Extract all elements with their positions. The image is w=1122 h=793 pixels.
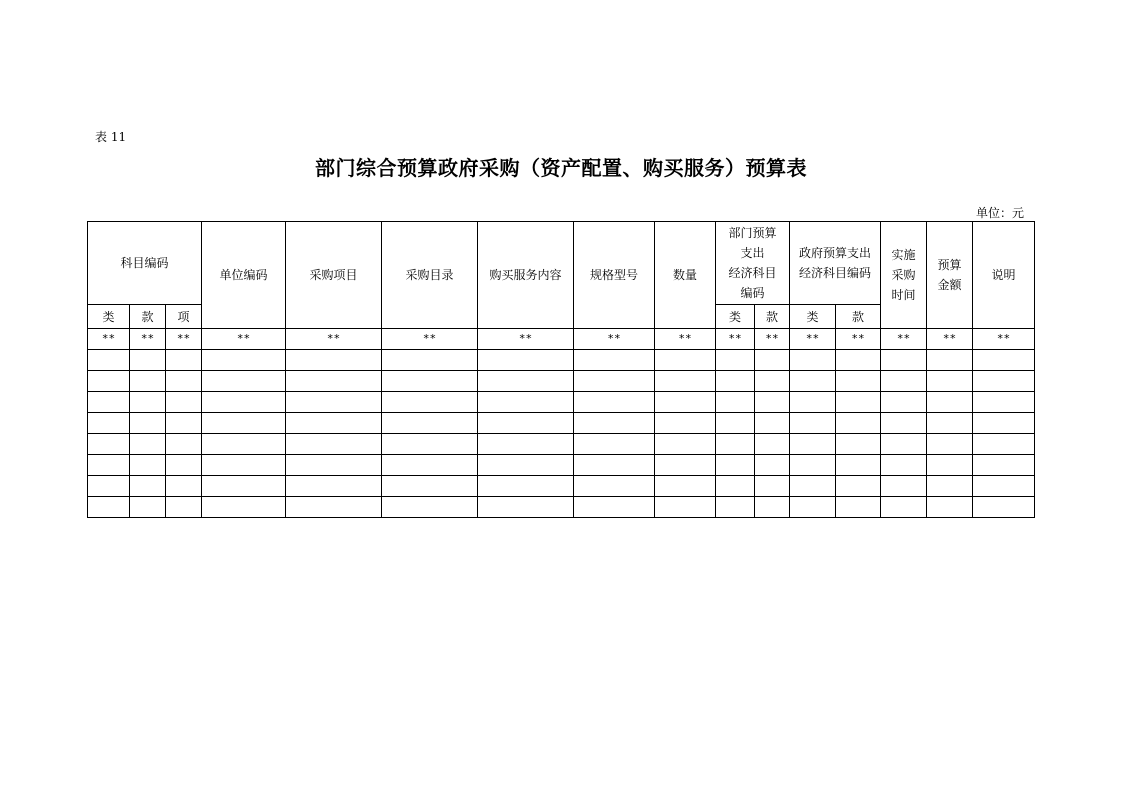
table-cell (202, 434, 286, 455)
budget-table (87, 221, 1035, 518)
table-cell (202, 476, 286, 497)
table-cell (836, 434, 881, 455)
table-cell (655, 434, 716, 455)
table-cell: ** (574, 329, 655, 350)
table-cell (655, 392, 716, 413)
subheader-xiang: 项 (166, 305, 202, 329)
header-unit-code: 单位编码 (202, 222, 286, 329)
table-cell (88, 434, 130, 455)
table-cell (836, 371, 881, 392)
table-cell: ** (166, 329, 202, 350)
table-cell (478, 371, 574, 392)
table-cell (836, 455, 881, 476)
table-cell (382, 413, 478, 434)
table-cell (927, 497, 973, 518)
table-cell (716, 392, 755, 413)
table-cell (130, 413, 166, 434)
table-cell (166, 413, 202, 434)
table-cell (286, 497, 382, 518)
table-cell (574, 350, 655, 371)
table-cell (836, 392, 881, 413)
table-cell (927, 392, 973, 413)
table-cell (881, 350, 927, 371)
table-cell (130, 392, 166, 413)
unit-label: 单位：元 (976, 206, 1025, 220)
table-cell (382, 434, 478, 455)
subheader-kuan: 款 (130, 305, 166, 329)
table-cell (202, 371, 286, 392)
table-cell (927, 413, 973, 434)
table-cell (655, 455, 716, 476)
table-cell (286, 434, 382, 455)
table-cell (382, 455, 478, 476)
table-cell (88, 350, 130, 371)
table-cell (716, 371, 755, 392)
table-cell: ** (881, 329, 927, 350)
table-cell (927, 350, 973, 371)
table-cell (881, 371, 927, 392)
table-cell (478, 350, 574, 371)
table-cell (88, 392, 130, 413)
table-cell (716, 350, 755, 371)
table-cell (790, 434, 836, 455)
subheader-gov-lei: 类 (790, 305, 836, 329)
header-row-1 (88, 222, 1035, 305)
table-cell: ** (716, 329, 755, 350)
table-cell (478, 455, 574, 476)
table-cell (881, 392, 927, 413)
table-row (88, 434, 1035, 455)
table-cell (286, 371, 382, 392)
table-row (88, 476, 1035, 497)
header-gov-econ-code: 政府预算支出 经济科目编码 (790, 222, 881, 305)
table-cell (790, 350, 836, 371)
header-service-content: 购买服务内容 (478, 222, 574, 329)
table-cell (574, 455, 655, 476)
header-procurement-catalog: 采购目录 (382, 222, 478, 329)
table-cell (88, 497, 130, 518)
table-cell: ** (836, 329, 881, 350)
table-cell (927, 434, 973, 455)
table-cell (881, 434, 927, 455)
header-dept-econ-code: 部门预算 支出 经济科目 编码 (716, 222, 790, 305)
table-cell (973, 350, 1035, 371)
table-cell (478, 434, 574, 455)
table-cell (655, 497, 716, 518)
table-cell (382, 476, 478, 497)
table-cell: ** (202, 329, 286, 350)
subheader-dept-lei: 类 (716, 305, 755, 329)
table-cell (716, 497, 755, 518)
table-cell (836, 476, 881, 497)
table-cell (755, 497, 790, 518)
table-cell (166, 497, 202, 518)
header-quantity: 数量 (655, 222, 716, 329)
table-cell (973, 434, 1035, 455)
table-cell (382, 392, 478, 413)
table-cell (130, 497, 166, 518)
table-cell (88, 476, 130, 497)
table-cell (755, 413, 790, 434)
table-cell (790, 476, 836, 497)
table-cell (574, 392, 655, 413)
table-cell (478, 392, 574, 413)
table-cell (202, 350, 286, 371)
table-cell: ** (88, 329, 130, 350)
table-cell (166, 392, 202, 413)
table-cell (836, 497, 881, 518)
table-cell (927, 371, 973, 392)
subheader-dept-kuan: 款 (755, 305, 790, 329)
table-cell (286, 413, 382, 434)
table-cell (927, 476, 973, 497)
table-cell (286, 350, 382, 371)
table-cell (202, 392, 286, 413)
table-cell (166, 455, 202, 476)
table-cell (836, 413, 881, 434)
table-cell (881, 476, 927, 497)
table-cell (478, 413, 574, 434)
table-cell (88, 371, 130, 392)
table-cell (790, 392, 836, 413)
table-cell (88, 413, 130, 434)
header-note: 说明 (973, 222, 1035, 329)
table-row (88, 392, 1035, 413)
table-cell (382, 350, 478, 371)
table-row (88, 413, 1035, 434)
table-cell (655, 350, 716, 371)
table-cell: ** (130, 329, 166, 350)
header-budget-amount: 预算 金额 (927, 222, 973, 329)
table-cell (716, 455, 755, 476)
table-row (88, 497, 1035, 518)
table-cell (881, 497, 927, 518)
table-cell (166, 434, 202, 455)
table-cell: ** (655, 329, 716, 350)
table-cell (755, 350, 790, 371)
table-row (88, 455, 1035, 476)
header-subject-code: 科目编码 (88, 222, 202, 305)
subheader-gov-kuan: 款 (836, 305, 881, 329)
table-cell (655, 371, 716, 392)
header-impl-time: 实施 采购 时间 (881, 222, 927, 329)
table-cell (286, 455, 382, 476)
table-row (88, 371, 1035, 392)
table-cell (286, 392, 382, 413)
table-cell (790, 413, 836, 434)
table-cell (927, 455, 973, 476)
table-cell (716, 413, 755, 434)
table-cell (755, 392, 790, 413)
table-cell (166, 350, 202, 371)
table-cell (88, 455, 130, 476)
table-body (88, 222, 1035, 518)
table-cell (790, 497, 836, 518)
table-cell (382, 371, 478, 392)
table-cell (973, 413, 1035, 434)
table-cell (574, 371, 655, 392)
table-cell (973, 371, 1035, 392)
table-cell (755, 476, 790, 497)
table-cell (202, 497, 286, 518)
table-cell (881, 413, 927, 434)
table-cell (755, 455, 790, 476)
table-cell: ** (790, 329, 836, 350)
table-cell (574, 413, 655, 434)
placeholder-row (88, 329, 1035, 350)
table-cell (130, 350, 166, 371)
table-cell (836, 350, 881, 371)
header-spec-model: 规格型号 (574, 222, 655, 329)
table-cell (574, 497, 655, 518)
table-cell (973, 476, 1035, 497)
table-cell (755, 434, 790, 455)
table-cell (202, 455, 286, 476)
table-cell (202, 413, 286, 434)
table-cell: ** (286, 329, 382, 350)
table-cell (655, 413, 716, 434)
table-cell (130, 476, 166, 497)
table-cell (286, 476, 382, 497)
table-cell (478, 476, 574, 497)
table-cell (973, 392, 1035, 413)
table-cell: ** (973, 329, 1035, 350)
table-cell (790, 371, 836, 392)
table-cell: ** (755, 329, 790, 350)
table-cell (755, 371, 790, 392)
table-cell (716, 476, 755, 497)
table-cell (130, 371, 166, 392)
table-cell (382, 497, 478, 518)
page-title: 部门综合预算政府采购（资产配置、购买服务）预算表 (315, 156, 807, 180)
header-procurement-item: 采购项目 (286, 222, 382, 329)
table-cell (130, 434, 166, 455)
table-cell: ** (927, 329, 973, 350)
table-cell (655, 476, 716, 497)
table-cell (166, 371, 202, 392)
table-cell (574, 476, 655, 497)
table-cell (166, 476, 202, 497)
table-cell (574, 434, 655, 455)
table-cell (973, 455, 1035, 476)
subheader-lei: 类 (88, 305, 130, 329)
table-cell (881, 455, 927, 476)
table-cell: ** (478, 329, 574, 350)
table-cell: ** (382, 329, 478, 350)
table-number: 表 11 (95, 130, 127, 144)
table-cell (130, 455, 166, 476)
table-cell (973, 497, 1035, 518)
table-cell (478, 497, 574, 518)
table-cell (716, 434, 755, 455)
table-row (88, 350, 1035, 371)
table-cell (790, 455, 836, 476)
